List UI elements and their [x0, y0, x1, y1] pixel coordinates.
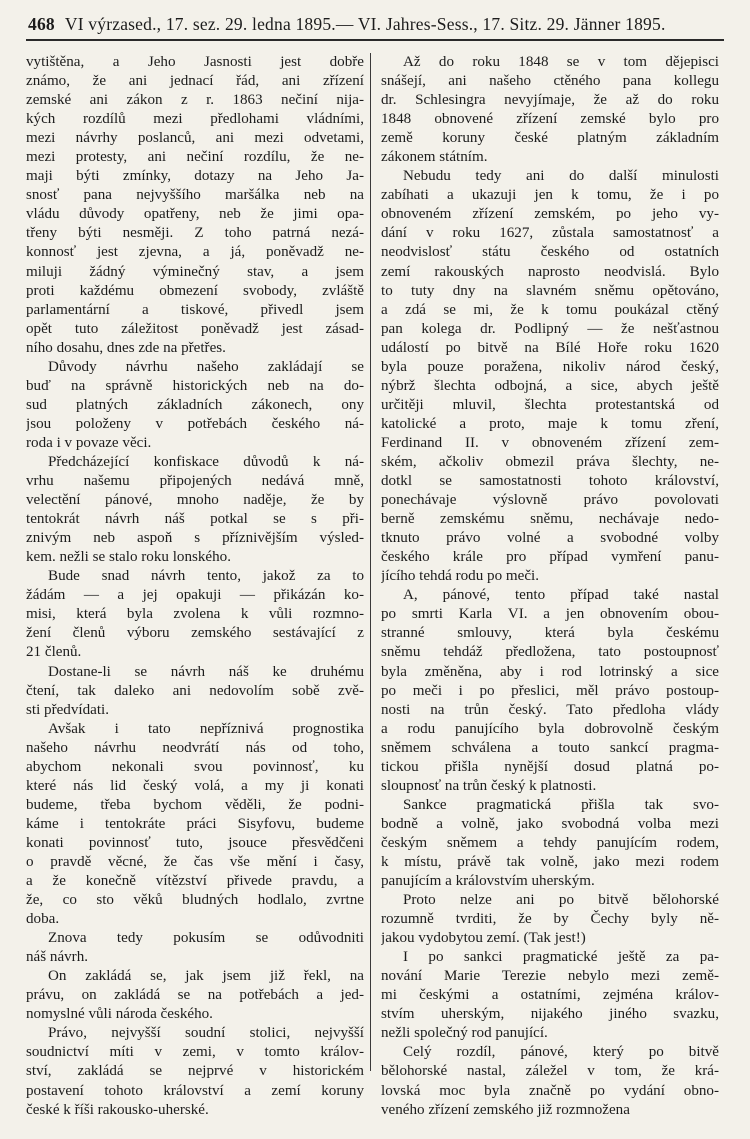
text-line: českým sněmem a tehdy panujícím rodem,: [381, 834, 719, 851]
text-line: buď na správně historických neb na do-: [26, 377, 364, 394]
text-line: a zdá se mi, že k tomu poukázal ctěný: [381, 301, 719, 318]
text-line: mezi protesty, ani nečiní rozdílu, že ne-: [26, 149, 364, 166]
text-line: čtení, tak daleko ani nedovolím sobě zvě-: [26, 682, 364, 699]
text-line: byla pouze poražena, nikoliv národ český,: [381, 358, 719, 375]
text-line: určitěji mluvil, šlechta protestantská od: [381, 396, 719, 413]
text-line: událostí po bitvě na Bílé Hoře roku 1620: [381, 339, 719, 356]
text-line: vytištěna, a Jeho Jasnosti jest dobře: [26, 54, 364, 70]
text-line: a že konečně vítězství přivede pravdu, a: [26, 873, 364, 890]
text-line: Znova tedy pokusím se odůvodniti: [48, 930, 364, 947]
text-line: sněmu tehdáž předložena, tato postoupnosť: [381, 644, 719, 661]
text-line: Avšak i tato nepříznivá prognostika: [48, 720, 364, 737]
text-line: nýbrž šlechta odbojná, a sice, abych ještě: [381, 377, 719, 394]
text-line: Právo, nejvyšší soudní stolici, nejvyšší: [48, 1025, 364, 1042]
text-line: maji býti zmínky, dotazy na Jeho Ja-: [26, 168, 364, 185]
text-line: Nebudu tedy ani do další minulosti: [403, 168, 719, 185]
text-line: katolické a proto, maje k tomu zření,: [381, 415, 719, 432]
text-line: kých rozdílů mezi předlohami vládními,: [26, 111, 364, 128]
text-line: právu, on zakládá se na potřebách a jed-: [26, 987, 364, 1004]
page-number: 468: [28, 14, 55, 34]
text-line: nosti na trůn český. Tato předloha vlády: [381, 701, 719, 718]
text-line: stranné smlouvy, která byla českému: [381, 625, 719, 642]
text-line: tentokrát návrh náš potkal se s při-: [26, 511, 364, 528]
text-line: dr. Schlesingra nevyjímaje, že až do roku: [381, 92, 719, 109]
text-line: nomyslné vůli národa českého.: [26, 1006, 213, 1023]
text-line: nování Marie Terezie nebylo mezi země-: [381, 968, 719, 985]
text-line: ském, ačkoliv obmezil práva šlechty, ne-: [381, 453, 719, 470]
text-line: Ferdinand II. v obnoveném zřízení zem-: [381, 434, 719, 451]
text-line: pan kolega dr. Podlipný — že nešťastnou: [381, 320, 719, 337]
text-line: zemské ani zákon z r. 1863 nečiní nija-: [26, 92, 364, 109]
text-line: snosť pana nejvyššího maršálka neb na: [26, 187, 364, 204]
text-line: jakou vydobytou zemí. (Tak jest!): [381, 930, 586, 947]
text-line: ponechávaje výslovně právo povolovati: [381, 492, 719, 509]
text-line: Celý rozdíl, pánové, který po bitvě: [403, 1044, 719, 1061]
text-line: české k říši rakousko-uherské.: [26, 1101, 209, 1118]
text-line: parlamentární a tiskové, přivedl jsem: [26, 301, 364, 318]
text-line: káme i tentokráte práci Sisyfovu, budeme: [26, 815, 364, 832]
running-head: VI výrzased., 17. sez. 29. ledna 1895.— VI. Jahres-Sess., 17. Sitz. 29. Jänner 1895.: [64, 14, 666, 34]
text-line: kem. nežli se stalo roku lonského.: [26, 549, 231, 566]
text-line: nežli společný rod panující.: [381, 1025, 548, 1042]
text-line: vrhu našemu připojených nedává mně,: [26, 473, 364, 490]
text-line: po meči i po přeslici, měl právo postoup-: [381, 682, 719, 699]
text-line: tickou přišla nynější dosud platná po-: [381, 758, 719, 775]
text-line: k místu, právě tak volně, jako mezi rodem: [381, 853, 719, 870]
text-line: bělohorské nastal, záležel v tom, že krá-: [381, 1063, 719, 1080]
text-line: českého krále pro případ vymření panu-: [381, 549, 719, 566]
left-column: [26, 53, 370, 1120]
text-line: mezi návrhy poslanců, ani mezi odvetami,: [26, 130, 364, 147]
text-line: Dostane-li se návrh náš ke druhému: [48, 663, 364, 680]
text-line: lovská moc byla značně po vydání obno-: [381, 1082, 719, 1099]
text-line: 1848 obnovené zřízení zemské bylo pro: [381, 111, 719, 128]
text-line: panujícím a královstvím uherským.: [381, 873, 595, 890]
page-header: [26, 14, 724, 39]
text-line: budeme, třeba bychom věděli, že podni-: [26, 796, 364, 813]
text-line: snášejí, ani našeho ctěného pana kollegu: [381, 73, 719, 90]
text-line: konnosť jest zjevna, a já, poněvadž ne-: [26, 244, 364, 261]
text-line: ního dosahu, dnes zde na přetřes.: [26, 339, 226, 356]
text-line: třeny býti nesměji. Z toho patrná nezá-: [26, 225, 364, 242]
text-line: Předcházející konfiskace důvodů k ná-: [48, 453, 364, 470]
text-line: žádám — a jej opakuji — přikázán ko-: [26, 587, 364, 604]
header-rule: [26, 39, 724, 41]
text-line: miluji žádný výminečný stav, a jsem: [26, 263, 364, 280]
text-line: Proto nelze ani po bitvě bělohorské: [403, 892, 719, 909]
text-columns: [26, 53, 724, 1120]
text-line: mi českými a ostatními, zejména králov-: [381, 987, 719, 1004]
text-line: stvím uherským, nijakého jiného svazku,: [381, 1006, 719, 1023]
text-line: o pravdě věcné, že čas vše mění i časy,: [26, 853, 364, 870]
text-line: znivým neb aspoň s příznivějším výsled-: [26, 530, 364, 547]
text-line: Důvody návrhu našeho zakládají se: [48, 358, 364, 375]
text-line: On zakládá se, jak jsem již řekl, na: [48, 968, 364, 985]
text-line: známo, že ani jednací řád, ani zřízení: [26, 73, 364, 90]
text-line: 21 členů.: [26, 644, 82, 661]
text-line: zemí rakouských naprosto neodvislá. Bylo: [381, 263, 719, 280]
text-line: byla změněna, aby i rod lotrinský a sice: [381, 663, 719, 680]
text-line: Bude snad návrh tento, jakož za to: [48, 568, 364, 585]
text-line: dotkl se samostatnosti tohoto království,: [381, 473, 719, 490]
text-line: po smrti Karla VI. a jen obnovením obou-: [381, 606, 719, 623]
text-line: berně zemskému sněmu, nechávaje nedo-: [381, 511, 719, 528]
text-line: bodně a volně, jako svobodná volba mezi: [381, 815, 719, 832]
text-line: Až do roku 1848 se v tom dějepisci: [403, 54, 719, 70]
text-line: sti předvídati.: [26, 701, 110, 718]
text-line: žení členů výboru zemského sestávající z: [26, 625, 364, 642]
text-line: rozumně tvrditi, že by Čechy byly ně-: [381, 911, 719, 928]
text-line: vládu důvody opatřeny, neb že jimi opa-: [26, 206, 364, 223]
text-line: jsou položeny v potřebách českého ná-: [26, 415, 364, 432]
text-line: sloupnosť na trůn český k platnosti.: [381, 777, 597, 794]
text-line: konati povinnosť tuto, jsouce přesvědčeni: [26, 834, 364, 851]
text-line: zabíhati a ukazuji jen k tomu, že i po: [381, 187, 719, 204]
text-line: obnoveném zřízení zemském, po jeho vy-: [381, 206, 719, 223]
text-line: veného zřízení zemského již rozmnožena: [381, 1101, 630, 1118]
text-line: které nás lid český volá, a my ji konati: [26, 777, 364, 794]
text-line: že, co sto věků bludných hodlalo, zvrtne: [26, 892, 364, 909]
text-line: to tuty dny na slavném sněmu opětováno,: [381, 282, 719, 299]
right-column: [371, 53, 719, 1120]
text-line: A, pánové, tento případ také nastal: [403, 587, 719, 604]
text-line: misi, která byla zvolena k vůli rozmno-: [26, 606, 364, 623]
text-line: proti každému obmezení svobody, zvláště: [26, 282, 364, 299]
text-line: Sankce pragmatická přišla tak svo-: [403, 796, 719, 813]
text-line: doba.: [26, 911, 60, 928]
text-line: náš návrh.: [26, 949, 89, 966]
text-line: postavení tohoto království a zemí koruny: [26, 1082, 364, 1099]
text-line: velectění pánové, mnoho naděje, že by: [26, 492, 364, 509]
text-line: neodvislosť státu českého od ostatních: [381, 244, 719, 261]
text-line: našeho návrhu neodvrátí nás od toho,: [26, 739, 364, 756]
text-line: jícího tehdá rodu po meči.: [381, 568, 540, 585]
text-line: opět tuto záležitost poněvadž jest zásad-: [26, 320, 364, 337]
text-line: země koruny české platným základním: [381, 130, 719, 147]
text-line: abychom nekonali svou povinnosť, ku: [26, 758, 364, 775]
text-line: roda i v povaze věci.: [26, 434, 152, 451]
text-line: soudnictví míti v zemi, v tomto králov-: [26, 1044, 364, 1061]
text-line: tknuto právo volné a svobodné volby: [381, 530, 719, 547]
text-line: ství, zakládá se nejprvé v historickém: [26, 1063, 364, 1080]
text-line: zákonem státním.: [381, 149, 488, 166]
text-line: dání v roku 1627, zůstala samostatnosť a: [381, 225, 719, 242]
text-line: sud platných základních zákonech, ony: [26, 396, 364, 413]
text-line: sněmem schválena a touto sankcí pragma-: [381, 739, 719, 756]
text-line: a rodu panujícího byla dobrovolně českým: [381, 720, 719, 737]
text-line: I po sankci pragmatické ještě za pa-: [403, 949, 719, 966]
